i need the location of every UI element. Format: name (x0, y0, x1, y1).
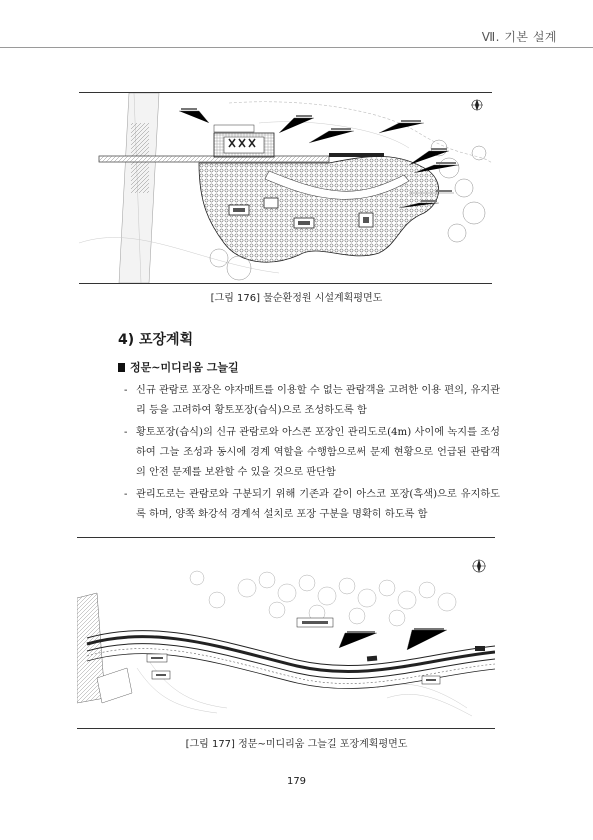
dash-marker: - (124, 427, 128, 438)
bullet-item (120, 423, 500, 483)
bullet-item (120, 485, 500, 525)
bullet-text: 신규 관람로 포장은 야자매트를 이용할 수 없는 관람객을 고려한 이용 편의, 유지관리 등을 고려하여 황토포장(습식)으로 조성하도록 함 (136, 385, 500, 416)
header-rule (0, 47, 593, 48)
dash-marker: - (124, 489, 128, 500)
north-arrow-icon (471, 99, 483, 111)
site-plan-figure (79, 92, 492, 284)
figure-177-caption: [그림 177] 정문~미디리움 그늘길 포장계획평면도 (185, 739, 408, 750)
section-title: 4) 포장계획 (118, 332, 194, 348)
sub-heading-text: 정문~미디리움 그늘길 (130, 361, 239, 374)
bullet-text: 황토포장(습식)의 신규 관람로와 아스콘 포장인 관리도로(4m) 사이에 녹지를 조성하여 그늘 조성과 동시에 경계 역할을 수행함으로써 문제 현황으로 언급된 관람객의 안전 문제를 보완할 수 있을 것으로 판단함 (136, 427, 500, 478)
bullet-list (120, 381, 500, 527)
figure-176-caption: [그림 176] 물순환정원 시설계획평면도 (210, 293, 383, 304)
sub-heading (118, 359, 239, 375)
chapter-title: Ⅶ. 기본 설계 (481, 30, 557, 44)
square-bullet-icon (118, 363, 125, 372)
bullet-text: 관리도로는 관람로와 구분되기 위해 기존과 같이 아스코 포장(흑색)으로 유지하도록 하며, 양쪽 화강석 경계석 설치로 포장 구분을 명확히 하도록 함 (136, 489, 500, 520)
bullet-item (120, 381, 500, 421)
page-number: 179 (286, 776, 307, 787)
north-arrow-icon (472, 559, 486, 573)
pavement-plan-drawing (77, 538, 495, 728)
site-plan-drawing (79, 93, 492, 283)
dash-marker: - (124, 385, 128, 396)
pavement-plan-figure (77, 537, 495, 729)
page-header (0, 0, 593, 60)
